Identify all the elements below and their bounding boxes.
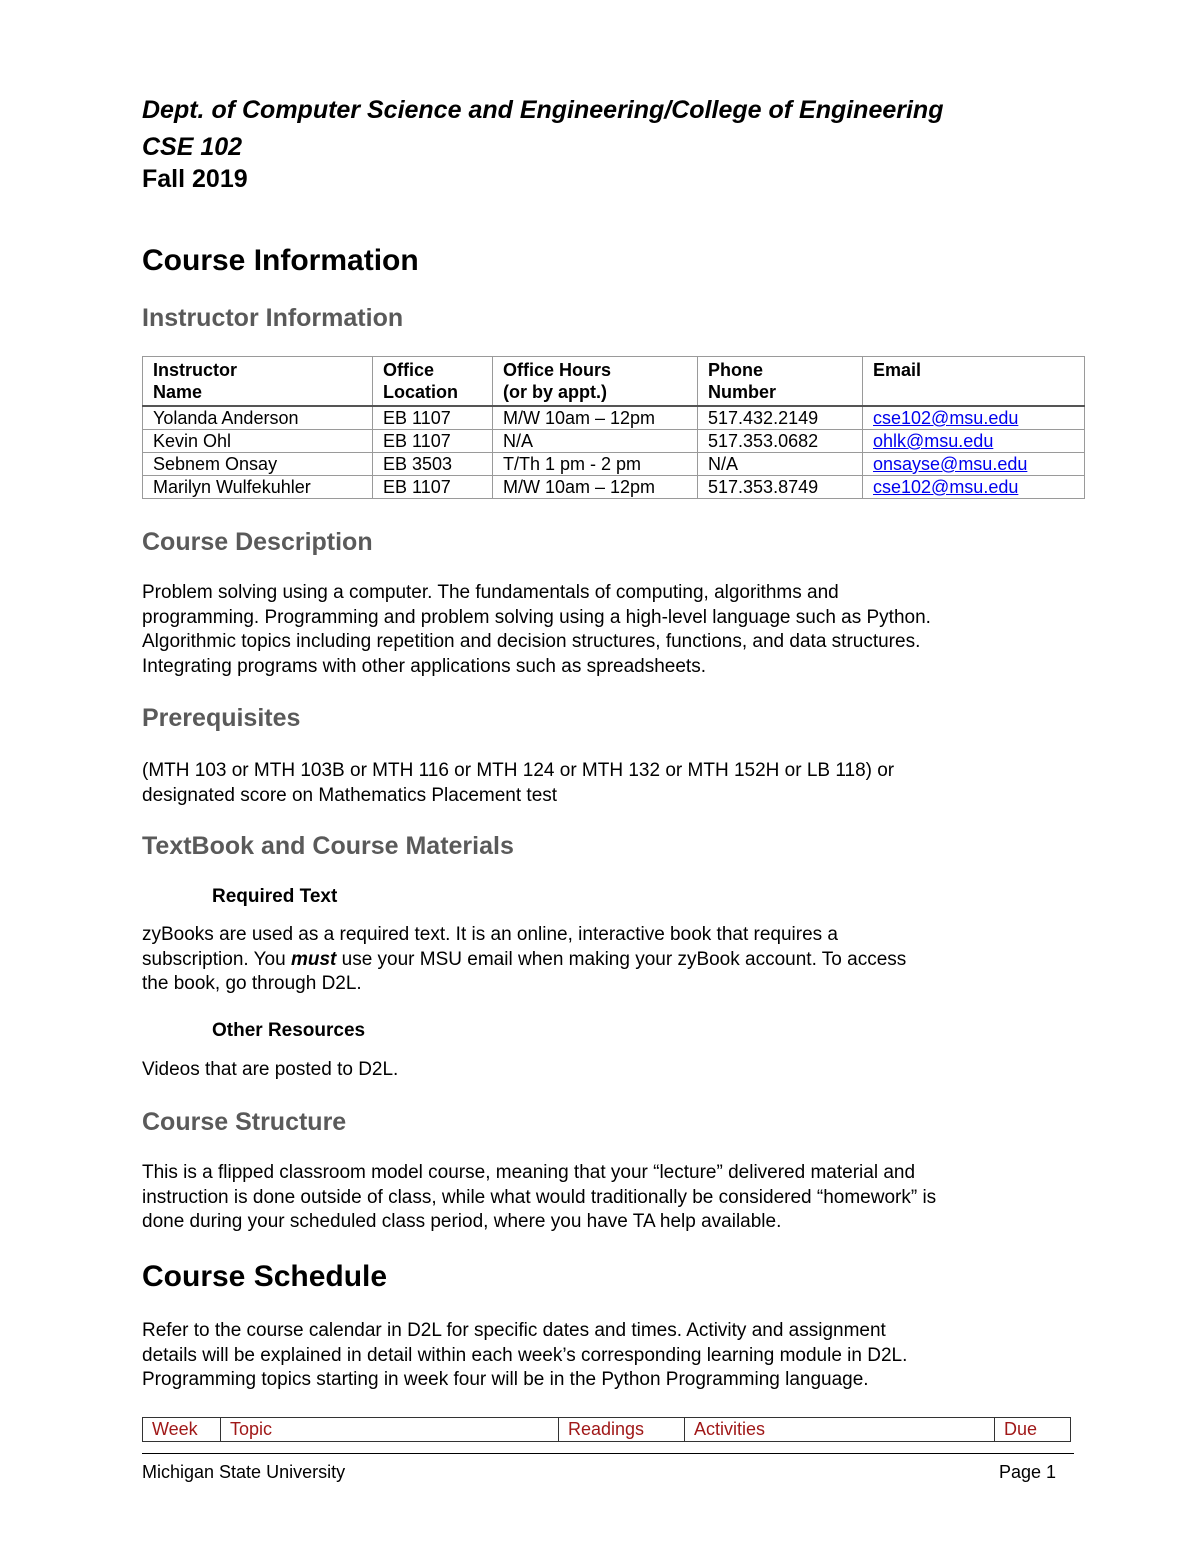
- phone-number: N/A: [698, 453, 863, 476]
- office-hours: T/Th 1 pm - 2 pm: [493, 453, 698, 476]
- instructor-name: Sebnem Onsay: [143, 453, 373, 476]
- table-row: [143, 430, 1085, 453]
- email-cell: [863, 476, 1085, 499]
- footer-university: Michigan State University: [142, 1462, 346, 1482]
- column-header-topic: Topic: [221, 1418, 559, 1442]
- column-header: Office Hours (or by appt.): [493, 357, 698, 407]
- email-cell: [863, 406, 1085, 430]
- text-line: Refer to the course calendar in D2L for specific dates and times. Activity and assignment: [142, 1320, 886, 1341]
- phone-number: 517.432.2149: [698, 406, 863, 430]
- course-description-text: [142, 581, 1062, 679]
- course-schedule-text: [142, 1319, 1062, 1393]
- course-structure-text: [142, 1161, 1062, 1235]
- text-line: zyBooks are used as a required text. It is an online, interactive book that requires a: [142, 924, 838, 945]
- phone-number: 517.353.8749: [698, 476, 863, 499]
- text-line: (MTH 103 or MTH 103B or MTH 116 or MTH 124 or MTH 132 or MTH 152H or LB 118) or: [142, 760, 895, 781]
- footer-divider: [142, 1453, 1074, 1454]
- text-line: programming. Programming and problem solving using a high-level language such as Python.: [142, 606, 931, 628]
- text-line: Videos that are posted to D2L.: [142, 1059, 399, 1080]
- table-row: [143, 406, 1085, 430]
- office-hours: M/W 10am – 12pm: [493, 476, 698, 499]
- email-link[interactable]: ohlk@msu.edu: [873, 431, 994, 451]
- email-cell: [863, 430, 1085, 453]
- text-line: Integrating programs with other applications such as spreadsheets.: [142, 655, 706, 677]
- column-header-activities: Activities: [685, 1418, 995, 1442]
- instructor-information-heading: Instructor Information: [142, 304, 404, 332]
- department-title: Dept. of Computer Science and Engineering/College of Engineering: [142, 96, 944, 124]
- schedule-table-header: [143, 1418, 1071, 1442]
- text-line: Programming topics starting in week four will be in the Python Programming language.: [142, 1369, 869, 1390]
- term: Fall 2019: [142, 165, 248, 193]
- instructor-table: [142, 356, 1085, 499]
- email-link[interactable]: onsayse@msu.edu: [873, 454, 1028, 474]
- office-hours: M/W 10am – 12pm: [493, 406, 698, 430]
- office-location: EB 3503: [373, 453, 493, 476]
- text-line: done during your scheduled class period, where you have TA help available.: [142, 1211, 782, 1232]
- prerequisites-heading: Prerequisites: [142, 704, 301, 732]
- column-header: Office Location: [373, 357, 493, 407]
- text-line: details will be explained in detail within each week’s corresponding learning module in D2L.: [142, 1344, 908, 1366]
- office-location: EB 1107: [373, 476, 493, 499]
- course-information-heading: Course Information: [142, 244, 419, 277]
- textbook-heading: TextBook and Course Materials: [142, 832, 514, 860]
- course-code: CSE 102: [142, 133, 243, 161]
- table-row: [143, 476, 1085, 499]
- office-hours: N/A: [493, 430, 698, 453]
- prerequisites-text: [142, 759, 1062, 808]
- text-line: Problem solving using a computer. The fundamentals of computing, algorithms and: [142, 582, 839, 603]
- table-row: [143, 453, 1085, 476]
- text-line: designated score on Mathematics Placement test: [142, 784, 558, 806]
- schedule-table: [142, 1417, 1071, 1442]
- email-cell: [863, 453, 1085, 476]
- course-description-heading: Course Description: [142, 528, 373, 556]
- instructor-name: Yolanda Anderson: [143, 406, 373, 430]
- text-line: This is a flipped classroom model course, meaning that your “lecture” delivered material and: [142, 1162, 916, 1183]
- column-header: Instructor Name: [143, 357, 373, 407]
- phone-number: 517.353.0682: [698, 430, 863, 453]
- instructor-name: Kevin Ohl: [143, 430, 373, 453]
- office-location: EB 1107: [373, 406, 493, 430]
- text-line: subscription. You must use your MSU email when making your zyBook account. To access: [142, 948, 907, 970]
- text-line: Algorithmic topics including repetition and decision structures, functions, and data structures.: [142, 631, 921, 652]
- instructor-name: Marilyn Wulfekuhler: [143, 476, 373, 499]
- instructor-table-header: [143, 357, 1085, 407]
- column-header: Email: [863, 357, 1085, 407]
- required-text-heading: Required Text: [212, 886, 338, 907]
- office-location: EB 1107: [373, 430, 493, 453]
- required-text-body: [142, 923, 1062, 997]
- text-line: the book, go through D2L.: [142, 973, 362, 994]
- emphasis-must: must: [290, 948, 337, 970]
- column-header-due: Due: [995, 1418, 1071, 1442]
- course-structure-heading: Course Structure: [142, 1108, 347, 1136]
- email-link[interactable]: cse102@msu.edu: [873, 477, 1019, 497]
- email-link[interactable]: cse102@msu.edu: [873, 408, 1019, 428]
- other-resources-heading: Other Resources: [212, 1020, 366, 1041]
- column-header-week: Week: [143, 1418, 221, 1442]
- other-resources-text: [142, 1058, 1062, 1083]
- column-header-readings: Readings: [559, 1418, 685, 1442]
- course-schedule-heading: Course Schedule: [142, 1260, 388, 1293]
- column-header: Phone Number: [698, 357, 863, 407]
- page-number: Page 1: [998, 1462, 1056, 1482]
- text-line: instruction is done outside of class, while what would traditionally be considered “homework” is: [142, 1186, 937, 1208]
